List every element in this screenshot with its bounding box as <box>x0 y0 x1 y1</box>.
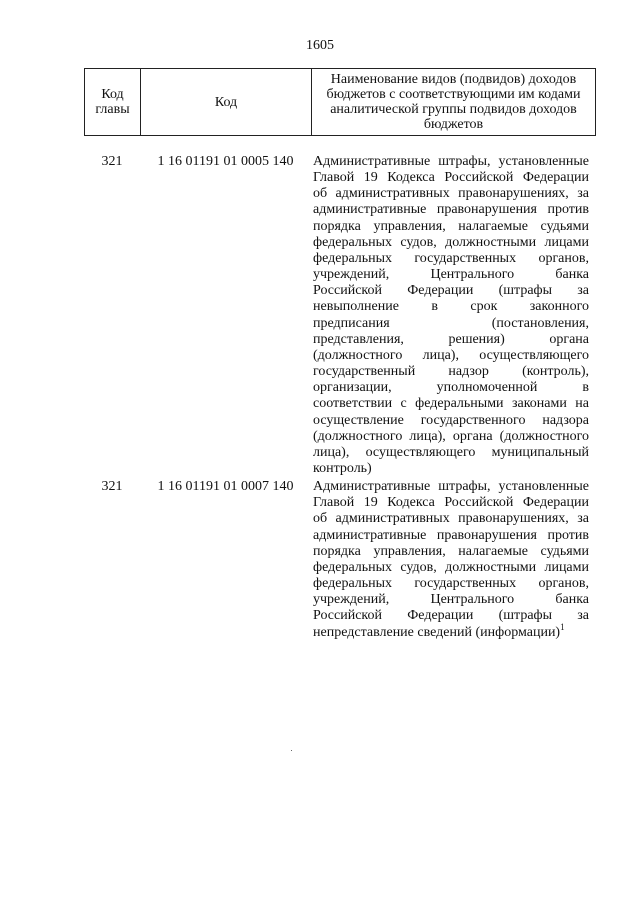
table-header <box>84 68 596 136</box>
description-line: порядка управления, налагаемые судьями <box>313 543 589 559</box>
row-description <box>313 154 589 477</box>
description-line: Российской Федерации (штрафы за <box>313 608 589 624</box>
description-line: невыполнение в срок законного <box>313 299 589 315</box>
footnote-mark: 1 <box>560 621 565 632</box>
table-row <box>84 154 596 477</box>
description-line: об административных правонарушениях, за <box>313 186 589 202</box>
row-chapter: 321 <box>101 479 123 495</box>
description-line: федеральных судов, должностными лицами <box>313 559 589 575</box>
description-line: порядка управления, налагаемые судьями <box>313 218 589 234</box>
description-line: организации, уполномоченной в <box>313 380 589 396</box>
description-line: учреждений, Центрального банка <box>313 267 589 283</box>
description-line: контроль) <box>313 460 372 476</box>
header-code: Код <box>141 69 312 135</box>
description-line: (должностного лица), осуществляющего <box>313 347 589 363</box>
description-line: представления, решения) органа <box>313 331 589 347</box>
description-line: соответствии с федеральными законами на <box>313 396 589 412</box>
row-code: 1 16 01191 01 0007 140 <box>157 479 294 495</box>
table-body <box>84 154 596 643</box>
row-description <box>313 479 589 641</box>
description-line: Главой 19 Кодекса Российской Федерации <box>313 170 589 186</box>
scan-speck <box>291 750 292 751</box>
description-line: предписания (постановления, <box>313 315 589 331</box>
description-line: (должностного лица), органа (должностного <box>313 428 589 444</box>
description-line: административные правонарушения против <box>313 527 589 543</box>
row-code: 1 16 01191 01 0005 140 <box>157 154 294 169</box>
description-line: об административных правонарушениях, за <box>313 511 589 527</box>
description-line: Административные штрафы, установленные <box>313 479 589 495</box>
description-line: учреждений, Центрального банка <box>313 592 589 608</box>
description-line: федеральных государственных органов, <box>313 576 589 592</box>
description-line: Главой 19 Кодекса Российской Федерации <box>313 495 589 511</box>
header-name: Наименование видов (подвидов) доходов бюджетов с соответствующими им кодами аналитической группы подвидов доходов бюджетов <box>326 72 581 132</box>
description-line: федеральных государственных органов, <box>313 250 589 266</box>
header-chapter-code: Код главы <box>85 69 141 135</box>
description-line: административные правонарушения против <box>313 202 589 218</box>
description-line: федеральных судов, должностными лицами <box>313 234 589 250</box>
description-line: лица), осуществляющего муниципальный <box>313 444 589 460</box>
description-line: Административные штрафы, установленные <box>313 154 589 169</box>
table-row <box>84 479 596 641</box>
row-chapter: 321 <box>101 154 123 169</box>
description-line: осуществление государственного надзора <box>313 412 589 428</box>
description-line: Российской Федерации (штрафы за <box>313 283 589 299</box>
description-line: государственный надзор (контроль), <box>313 364 589 380</box>
description-line: непредставление сведений (информации)$^1$ <box>313 621 565 640</box>
page-number: 1605 <box>306 38 334 53</box>
